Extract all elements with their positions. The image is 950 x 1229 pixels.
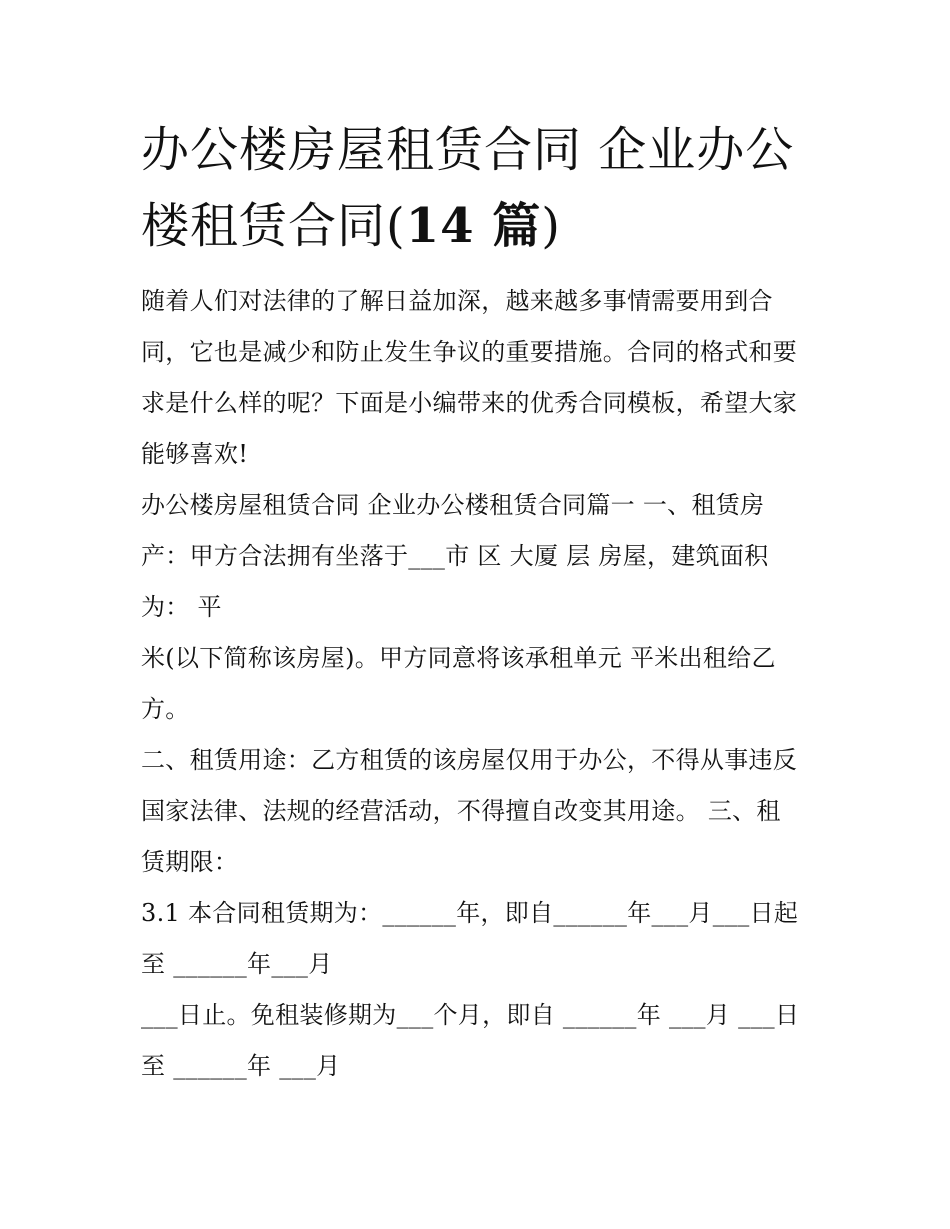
body-line: 赁期限： (141, 848, 239, 876)
body-line: 同，它也是减少和防止发生争议的重要措施。合同的格式和要 (141, 338, 798, 366)
body-line: 至 ______年 ___月 (141, 1052, 341, 1080)
document-body (141, 276, 821, 1092)
body-line: 国家法律、法规的经营活动，不得擅自改变其用途。 三、租 (141, 797, 781, 825)
title-line-2: 楼租赁合同(14 篇) (141, 198, 561, 254)
title-line-1: 办公楼房屋租赁合同 企业办公 (141, 122, 795, 178)
body-line: 办公楼房屋租赁合同 企业办公楼租赁合同篇一 一、租赁房 (141, 491, 765, 519)
document-title (141, 112, 831, 264)
title-count: 14 篇 (405, 198, 542, 254)
body-line: 求是什么样的呢？下面是小编带来的优秀合同模板，希望大家 (141, 389, 798, 417)
body-line: 能够喜欢! (141, 440, 249, 468)
body-line: 米(以下简称该房屋)。甲方同意将该承租单元 平米出租给乙 (141, 644, 776, 672)
body-line: 随着人们对法律的了解日益加深，越来越多事情需要用到合 (141, 287, 773, 315)
body-line: 为： 平 (141, 593, 222, 621)
body-line: 产：甲方合法拥有坐落于___市 区 大厦 层 房屋，建筑面积 (141, 542, 769, 570)
body-line: 二、租赁用途：乙方租赁的该房屋仅用于办公，不得从事违反 (141, 746, 798, 774)
body-line: 方。 (141, 695, 190, 723)
body-line: ___日止。免租装修期为___个月，即自 ______年 ___月 ___日 (141, 1001, 800, 1029)
body-line: 至 ______年___月 (141, 950, 333, 978)
body-line: 3.1 本合同租赁期为：______年，即自______年___月___日起 (141, 899, 799, 927)
